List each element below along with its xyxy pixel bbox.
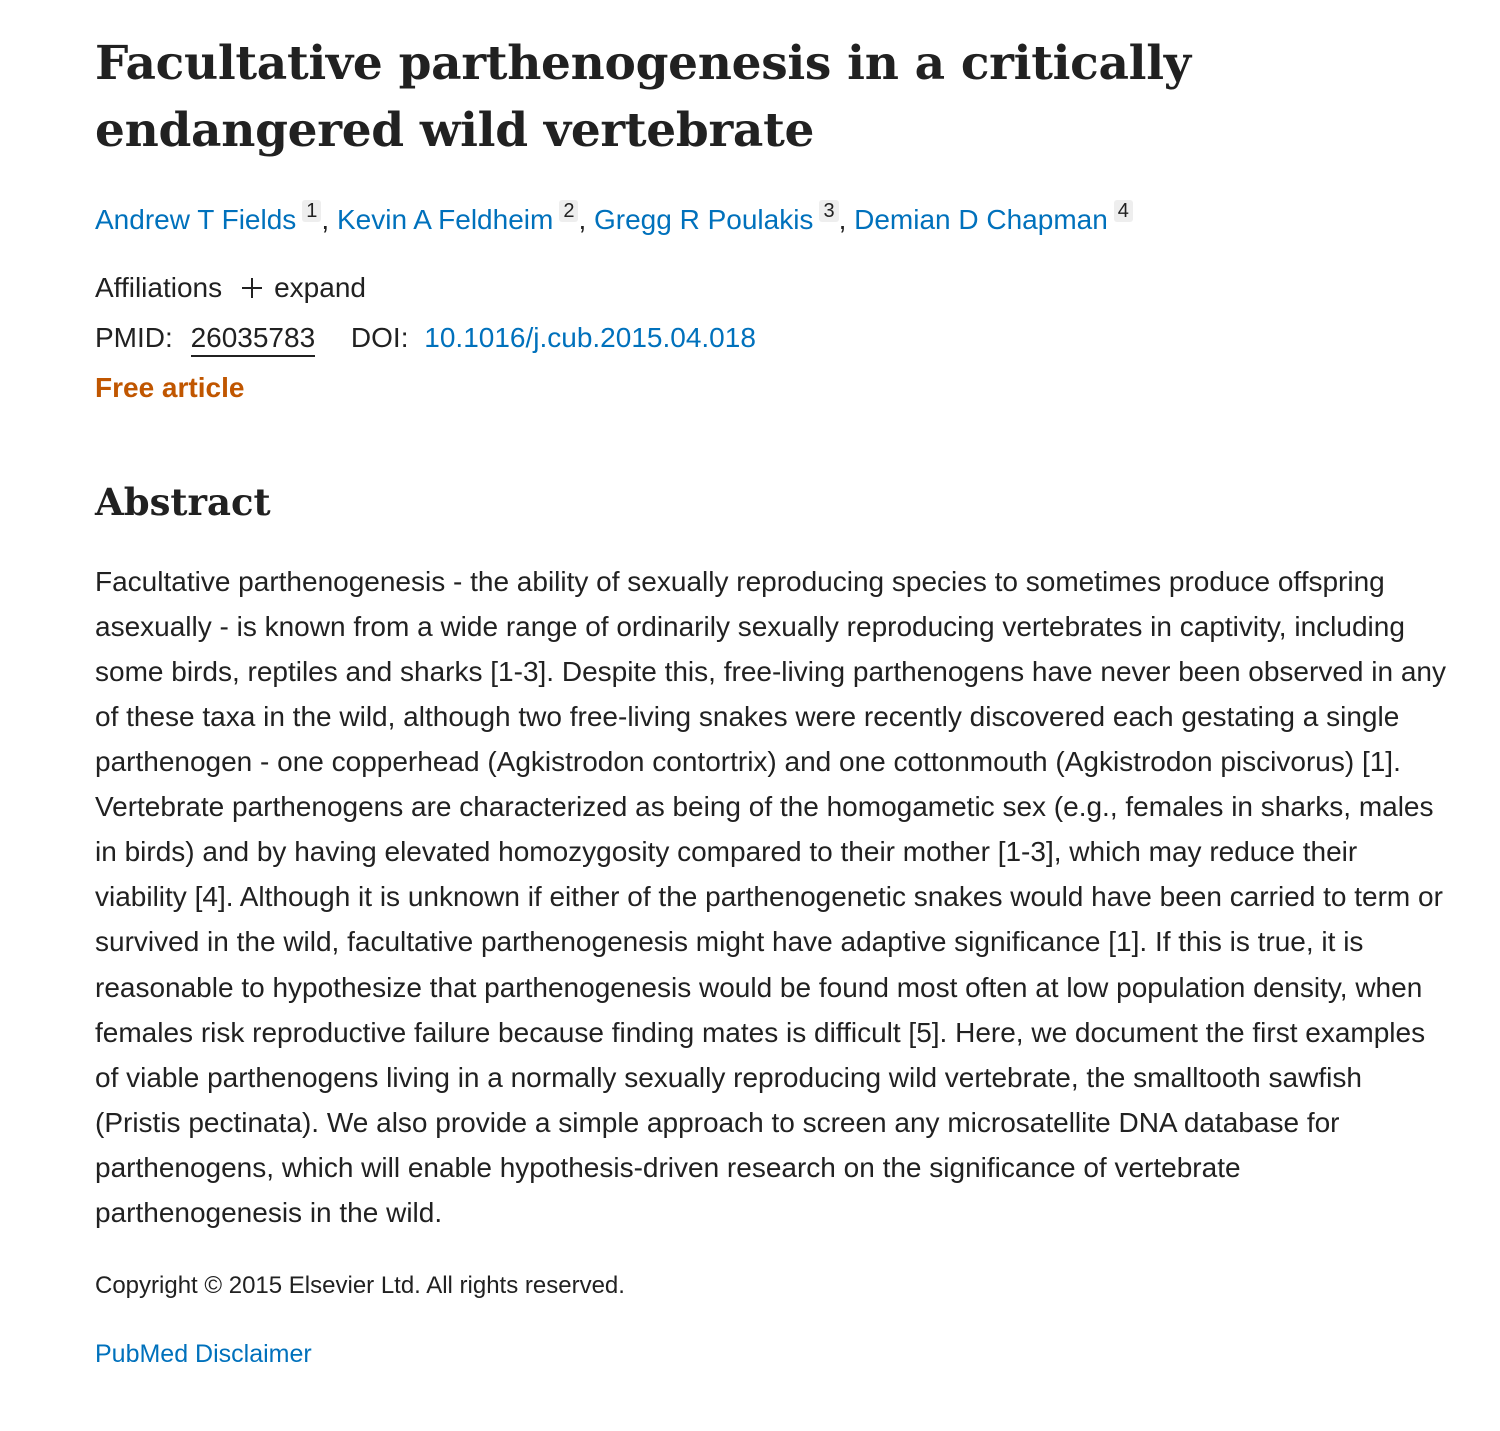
identifiers-row [95,318,1445,358]
author-link[interactable]: Demian D Chapman [854,204,1108,235]
abstract-text: Facultative parthenogenesis - the ability of sexually reproducing species to sometimes produce offspring asexually - is known from a wide range of ordinarily sexually reproducing vertebrates in captivity, including some birds, reptiles and sharks [1-3]. Despite this, free-living parthenogens have never been observed in any of these taxa in the wild, although two free-living snakes were recently discovered each gestating a single parthenogen - one copperhead (Agkistrodon contortrix) and one cottonmouth (Agkistrodon piscivorus) [1]. Vertebrate parthenogens are characterized as being of the homogametic sex (e.g., females in sharks, males in birds) and by having elevated homozygosity compared to their mother [1-3], which may reduce their viability [4]. Although it is unknown if either of the parthenogenetic snakes would have been carried to term or survived in the wild, facultative parthenogenesis might have adaptive significance [1]. If this is true, it is reasonable to hypothesize that parthenogenesis would be found most often at low population density, when females risk reproductive failure because finding mates is difficult [5]. Here, we document the first examples of viable parthenogens living in a normally sexually reproducing wild vertebrate, the smalltooth sawfish (Pristis pectinata). We also provide a simple approach to screen any microsatellite DNA database for parthenogens, which will enable hypothesis-driven research on the significance of vertebrate parthenogenesis in the wild. [95,565,1446,1229]
abstract-heading: Abstract [95,480,271,524]
article-title: Facultative parthenogenesis in a critically endangered wild vertebrate [95,36,1191,158]
expand-affiliations-button[interactable] [242,268,366,308]
author-separator: , [838,204,855,235]
pmid-value[interactable]: 26035783 [191,322,316,357]
author-list [95,200,1445,240]
doi-link[interactable]: 10.1016/j.cub.2015.04.018 [424,322,756,353]
free-article-badge: Free article [95,372,245,403]
pmid-label: PMID: [95,322,173,353]
plus-icon [242,278,262,298]
expand-label: expand [274,272,366,303]
affiliation-number[interactable]: 4 [1114,200,1133,222]
doi-label: DOI: [350,322,409,353]
affiliation-number[interactable]: 3 [819,200,838,222]
copyright-notice: Copyright © 2015 Elsevier Ltd. All rights reserved. [95,1272,625,1300]
author-link[interactable]: Gregg R Poulakis [594,204,814,235]
affiliations-label: Affiliations [95,272,223,303]
affiliation-number[interactable]: 1 [302,200,321,222]
author-separator: , [578,204,594,235]
author-link[interactable]: Andrew T Fields [95,204,297,235]
affiliation-number[interactable]: 2 [559,200,578,222]
author-link[interactable]: Kevin A Feldheim [336,204,554,235]
pubmed-disclaimer-link[interactable]: PubMed Disclaimer [95,1340,312,1369]
author-separator: , [321,204,337,235]
article-page [95,30,1445,1371]
affiliations-row [95,268,1445,308]
